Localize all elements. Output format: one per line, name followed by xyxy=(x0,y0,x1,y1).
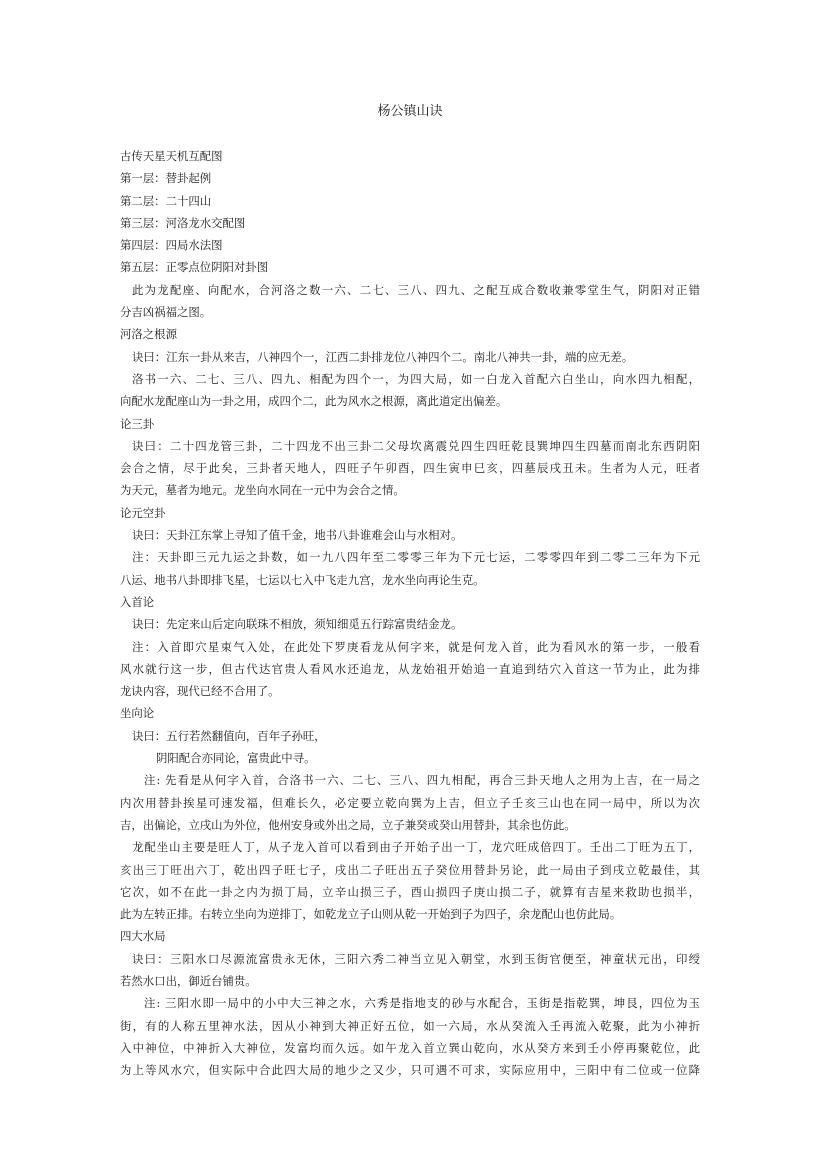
text-line: 论元空卦 xyxy=(120,505,166,520)
text-line: 诀曰：五行若然翻值向，百年子孙旺， xyxy=(132,728,326,743)
text-line: 八运、地书八卦即排飞星，七运以七入中飞走九宫，龙水坐向再论生克。 xyxy=(120,572,485,587)
text-line: 吉，出偏论，立戌山为外位，他州安身或外出之局，立子兼癸或癸山用替卦，其余也仿此。 xyxy=(120,817,576,832)
text-line: 注: 先看是从何字入首，合洛书一六、二七、三八、四九相配，再合三卦天地人之用为上吉，在一局之 xyxy=(144,773,700,788)
text-line: 诀曰：先定来山后定向联珠不相放，须知细觅五行踪富贵结金龙。 xyxy=(132,617,463,632)
document-title: 杨公镇山诀 xyxy=(377,104,443,119)
text-line: 为上等风水穴，但实际中合此四大局的地少之又少，只可遇不可求，实际应用中，三阳中有二位或一位降 xyxy=(120,1063,700,1078)
text-line: 注：天卦即三元九运之卦数，如一九八四年至二零零三年为下元七运，二零零四年到二零二三年为下元 xyxy=(132,550,700,565)
text-line: 坐向论 xyxy=(120,706,155,721)
text-line: 会合之情，尽于此矣，三卦者天地人，四旺子午卯酉，四生寅申巳亥，四墓辰戌丑未。生者为人元，旺者 xyxy=(120,461,700,476)
text-line: 亥出三丁旺出六丁，乾出四子旺七子，戌出二子旺出五子癸位用替卦另论，此一局由子到戌立乾最佳，其 xyxy=(120,862,700,877)
text-line: 注: 三阳水即一局中的小中大三神之水，六秀是指地支的砂与水配合，玉街是指乾巽，坤艮，四位为玉 xyxy=(144,996,700,1011)
text-line: 它次，如不在此一卦之内为损丁局，立辛山损三子，酉山损四子庚山损二子，就算有吉星来救助也损半， xyxy=(120,884,700,899)
text-line: 河洛之根源 xyxy=(120,327,177,342)
text-line: 阴阳配合亦同论，富贵此中寻。 xyxy=(156,751,316,766)
text-line: 第四层：四局水法图 xyxy=(120,238,223,253)
text-line: 此为龙配座、向配水，合河洛之数一六、二七、三八、四九、之配互成合数收兼零堂生气，阴阳对正错 xyxy=(132,282,700,297)
text-line: 此为左转正排。右转立坐向为逆排丁，如乾龙立子山则从乾一开始到子为四子，余龙配山也仿此局。 xyxy=(120,907,622,922)
text-line: 龙配坐山主要是旺人丁，从子龙入首可以看到由子开始子出一丁，龙穴旺成倍四丁。壬出二丁旺为五丁， xyxy=(132,840,700,855)
text-line: 诀曰：二十四龙管三卦，二十四龙不出三卦二父母坎离震兑四生四旺乾艮巽坤四生四墓而南北东西阴阳 xyxy=(132,438,700,453)
text-line: 风水就行这一步，但古代达官贵人看风水还追龙，从龙始祖开始追一直追到结穴入首这一节为止，此为排 xyxy=(120,661,700,676)
text-line: 诀曰：三阳水口尽源流富贵永无休，三阳六秀二神当立见入朝堂，水到玉街官便至，神童状元出，印绶 xyxy=(132,951,700,966)
text-line: 内次用替卦挨星可速发福，但难长久，必定要立乾向巽为上吉，但立子壬亥三山也在同一局中，所以为次 xyxy=(120,795,700,810)
text-line: 论三卦 xyxy=(120,416,155,431)
text-line: 洛书一六、二七、三八、四九、相配为四个一，为四大局，如一白龙入首配六白坐山，向水四九相配， xyxy=(132,371,700,386)
text-line: 入中神位，中神折入大神位，发富均而久远。如午龙入首立巽山乾向，水从癸方来到壬小停再聚乾位，此 xyxy=(120,1040,700,1055)
text-line: 诀曰：江东一卦从来吉，八神四个一，江西二卦排龙位八神四个二。南北八神共一卦，端的应无差。 xyxy=(132,349,634,364)
text-line: 第二层：二十四山 xyxy=(120,193,212,208)
text-line: 向配水龙配座山为一卦之用，成四个二，此为风水之根源，离此道定出偏差。 xyxy=(120,394,508,409)
text-line: 街，有的人称五里神水法，因从小神到大神正好五位，如一六局，水从癸流入壬再流入乾聚，此为小神折 xyxy=(120,1018,700,1033)
text-line: 为天元，墓者为地元。龙坐向水同在一元中为会合之情。 xyxy=(120,483,405,498)
text-line: 第三层：河洛龙水交配图 xyxy=(120,215,246,230)
text-line: 诀曰：天卦江东掌上寻知了值千金，地书八卦谁难会山与水相对。 xyxy=(132,528,463,543)
text-line: 古传天星天机互配图 xyxy=(120,149,223,163)
document-body xyxy=(120,145,700,1081)
text-line: 第一层：替卦起例 xyxy=(120,171,212,186)
text-line: 龙诀内容，现代已经不合用了。 xyxy=(120,684,280,699)
text-line: 入首论 xyxy=(120,594,155,609)
text-line: 第五层：正零点位阴阳对卦图 xyxy=(120,260,269,275)
text-line: 分吉凶祸福之图。 xyxy=(120,305,212,320)
text-line: 若然水口出，御近台铺贵。 xyxy=(120,973,257,988)
text-line: 四大水局 xyxy=(120,929,166,944)
text-line: 注：入首即穴星束气入处，在此处下罗庚看龙从何字来，就是何龙入首，此为看风水的第一步，一般看 xyxy=(132,639,700,654)
